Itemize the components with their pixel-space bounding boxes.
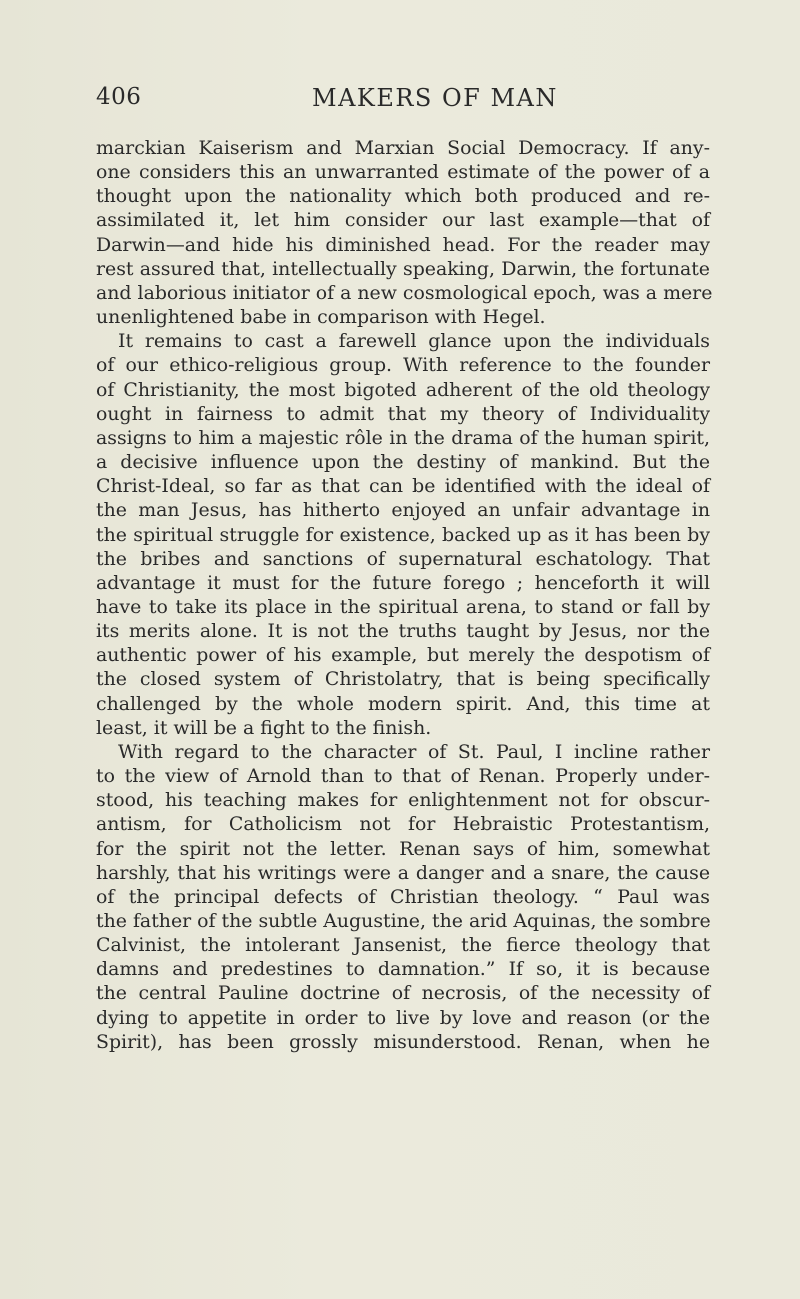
text-line: to the view of Arnold than to that of Renan. Properly under- [96, 765, 710, 788]
text-line: ought in fairness to admit that my theory of Individuality [96, 402, 710, 425]
text-line: authentic power of his example, but merely the despotism of [96, 644, 710, 667]
text-line: assigns to him a majestic rôle in the drama of the human spirit, [96, 426, 710, 449]
text-line: thought upon the nationality which both produced and re- [96, 185, 710, 208]
text-line: of Christianity, the most bigoted adherent of the old theology [96, 378, 710, 401]
text-line: harshly, that his writings were a danger and a snare, the cause [96, 861, 710, 884]
text-line: the man Jesus, has hitherto enjoyed an unfair advantage in [96, 499, 710, 522]
text-line: Christ-Ideal, so far as that can be identified with the ideal of [96, 475, 710, 498]
text-line: Spirit), has been grossly misunderstood. Renan, when he [96, 1030, 710, 1053]
text-line: the bribes and sanctions of supernatural eschatology. That [96, 547, 710, 570]
text-line: one considers this an unwarranted estimate of the power of a [96, 161, 710, 184]
text-line: damns and predestines to damnation.” If so, it is because [96, 958, 710, 981]
text-line: of the principal defects of Christian theology. “ Paul was [96, 885, 710, 908]
page-header [96, 84, 710, 124]
text-line: antism, for Catholicism not for Hebraistic Protestantism, [96, 813, 710, 836]
text-line: unenlightened babe in comparison with Hegel. [96, 306, 546, 329]
text-line: advantage it must for the future forego ; henceforth it will [96, 571, 710, 594]
body-text [96, 136, 713, 1054]
text-line: the spiritual struggle for existence, backed up as it has been by [96, 523, 710, 546]
text-line: challenged by the whole modern spirit. And, this time at [96, 692, 710, 715]
text-line: dying to appetite in order to live by love and reason (or the [96, 1006, 710, 1029]
text-line: for the spirit not the letter. Renan says of him, somewhat [96, 837, 710, 860]
text-line: marckian Kaiserism and Marxian Social Democracy. If any- [96, 137, 710, 159]
text-line: a decisive influence upon the destiny of mankind. But the [96, 451, 710, 474]
text-line: It remains to cast a farewell glance upon the individuals [118, 330, 710, 353]
text-line: the closed system of Christolatry, that is being specifically [96, 668, 710, 691]
text-line: Darwin—and hide his diminished head. For the reader may [96, 233, 710, 256]
text-line: assimilated it, let him consider our last example—that of [96, 209, 710, 232]
text-line: the central Pauline doctrine of necrosis, of the necessity of [96, 982, 710, 1005]
running-head: MAKERS OF MAN [312, 84, 558, 112]
text-line: and laborious initiator of a new cosmological epoch, was a mere [96, 281, 713, 304]
text-line: least, it will be a fight to the finish. [96, 716, 432, 739]
text-line: have to take its place in the spiritual arena, to stand or fall by [96, 595, 710, 618]
text-line: With regard to the character of St. Paul, I incline rather [118, 740, 710, 763]
text-line: rest assured that, intellectually speaking, Darwin, the fortunate [96, 257, 710, 280]
page-number: 406 [96, 84, 142, 110]
text-line: of our ethico-religious group. With reference to the founder [96, 354, 710, 377]
text-line: Calvinist, the intolerant Jansenist, the fierce theology that [96, 934, 710, 957]
text-line: the father of the subtle Augustine, the arid Aquinas, the sombre [96, 910, 711, 932]
text-line: stood, his teaching makes for enlightenment not for obscur- [96, 789, 710, 812]
text-line: its merits alone. It is not the truths taught by Jesus, nor the [96, 620, 710, 643]
